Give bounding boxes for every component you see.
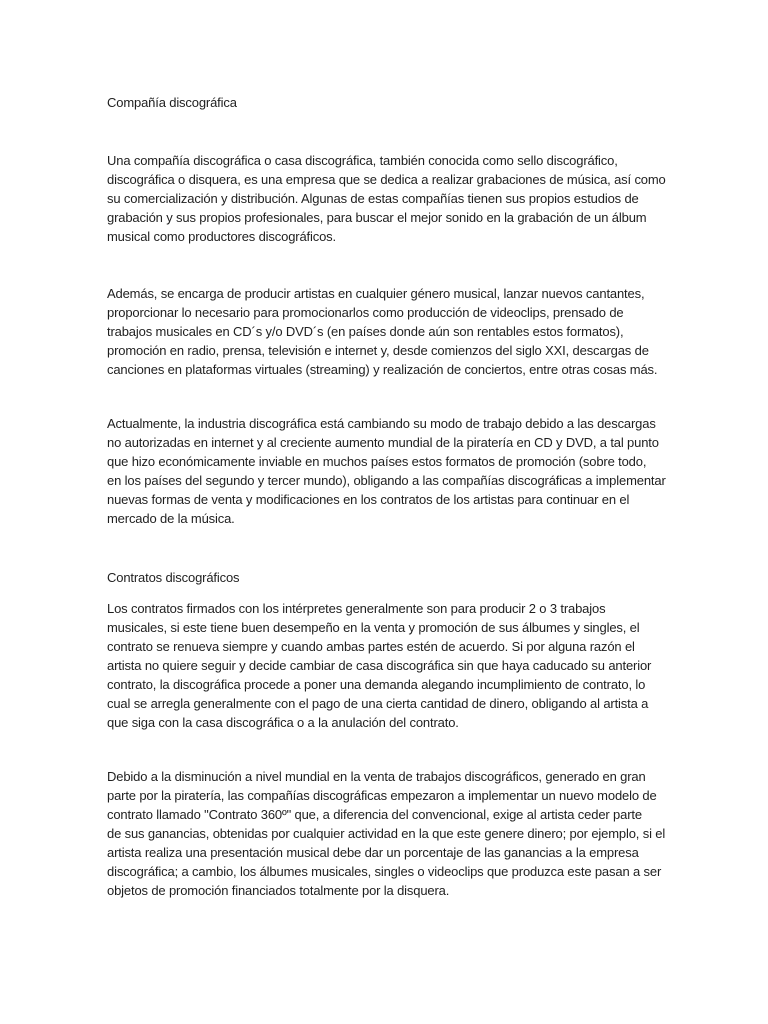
paragraph-360-contract: Debido a la disminución a nivel mundial en la venta de trabajos discográficos, generado en gran parte por la piratería, las compañías discográficas empezaron a implementar un nuevo modelo de contrato llamado "Contrato 360º" que, a diferencia del convencional, exige al artista ceder parte de sus ganancias, obtenidas por cualquier actividad en la que este genere dinero; por ejemplo, si el artista realiza una presentación musical debe dar un porcentaje de las ganancias a la empresa discográfica; a cambio, los álbumes musicales, singles o videoclips que produzca este pasan a ser objetos de promoción financiados totalmente por la disquera. xyxy=(107,769,666,898)
section-title: Contratos discográficos xyxy=(107,570,240,585)
paragraph-industry: Actualmente, la industria discográfica está cambiando su modo de trabajo debido a las descargas no autorizadas en internet y al creciente aumento mundial de la piratería en CD y DVD, a tal punto que hizo económicamente inviable en muchos países estos formatos de promoción (sobre todo, en los países del segundo y tercer mundo), obligando a las compañías discográficas a implementar nuevas formas de venta y modificaciones en los contratos de los artistas para continuar en el mercado de la música. xyxy=(107,416,666,526)
paragraph-functions: Además, se encarga de producir artistas en cualquier género musical, lanzar nuevos cantantes, proporcionar lo necesario para promocionarlos como producción de videoclips, prensado de trabajos musicales en CD´s y/o DVD´s (en países donde aún son rentables estos formatos), promoción en radio, prensa, televisión e internet y, desde comienzos del siglo XXI, descargas de canciones en plataformas virtuales (streaming) y realización de conciertos, entre otras cosas más. xyxy=(107,286,658,377)
paragraph-intro: Una compañía discográfica o casa discográfica, también conocida como sello discográfico, discográfica o disquera, es una empresa que se dedica a realizar grabaciones de música, así como su comercialización y distribución. Algunas de estas compañías tienen sus propios estudios de grabación y sus propios profesionales, para buscar el mejor sonido en la grabación de un álbum musical como productores discográficos. xyxy=(107,153,666,244)
paragraph-contracts: Los contratos firmados con los intérpretes generalmente son para producir 2 o 3 trabajos musicales, si este tiene buen desempeño en la venta y promoción de sus álbumes y singles, el contrato se renueva siempre y cuando ambas partes estén de acuerdo. Si por alguna razón el artista no quiere seguir y decide cambiar de casa discográfica sin que haya caducado su anterior contrato, la discográfica procede a poner una demanda alegando incumplimiento de contrato, lo cual se arregla generalmente con el pago de una cierta cantidad de dinero, obligando al artista a que siga con la casa discográfica o a la anulación del contrato. xyxy=(107,601,652,730)
page-title: Compañía discográfica xyxy=(107,95,237,110)
